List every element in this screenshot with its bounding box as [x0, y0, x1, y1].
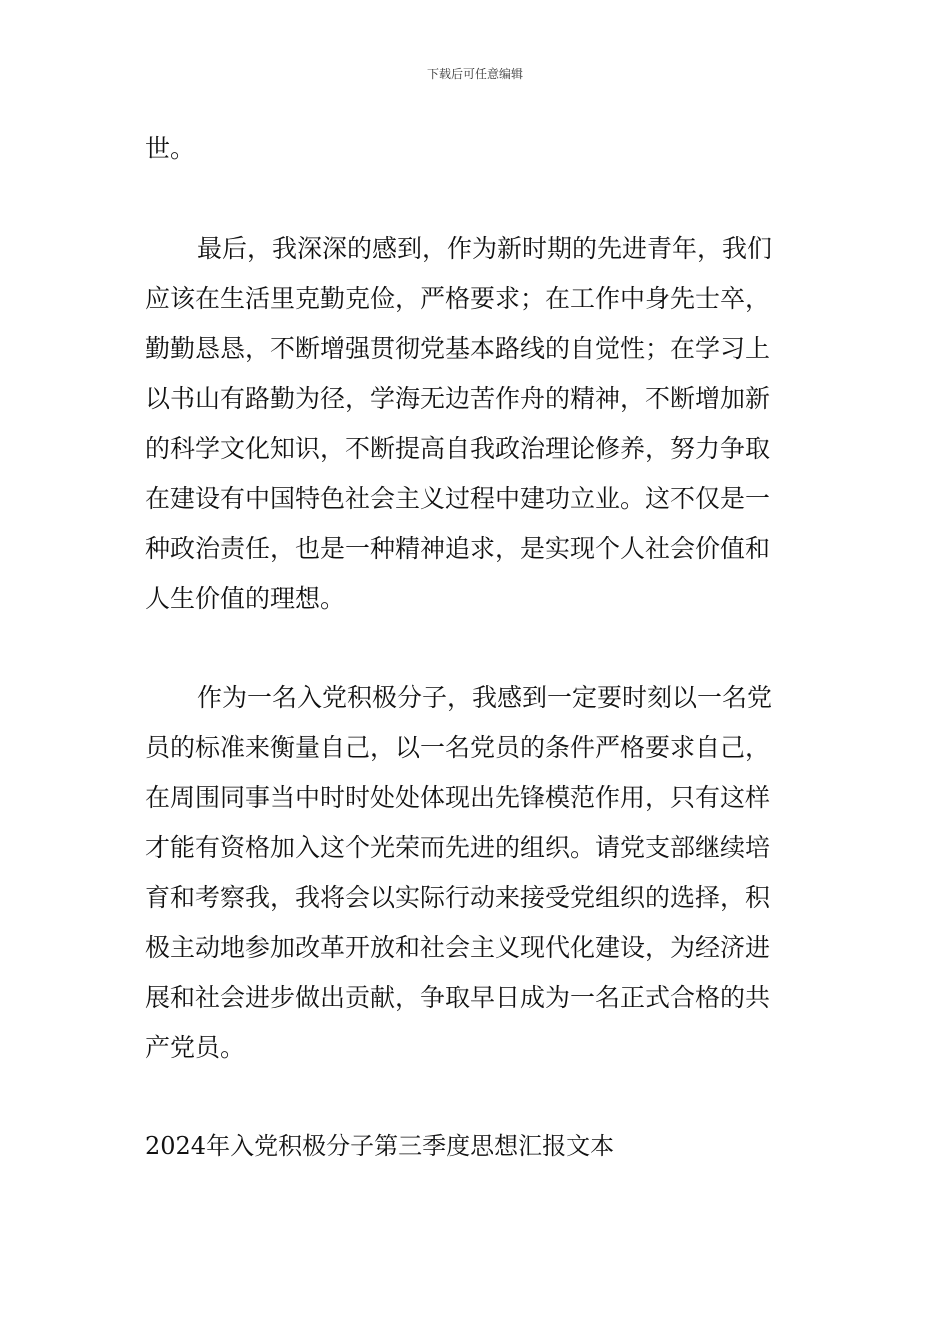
text-line: 产党员。 [145, 1033, 246, 1062]
text-line: 世。 [145, 134, 196, 163]
text-line: 勤勤恳恳，不断增强贯彻党基本路线的自觉性；在学习上 [145, 334, 771, 363]
paragraph-first-line: 作为一名入党积极分子，我感到一定要时刻以一名党 [197, 683, 773, 712]
text-line: 在建设有中国特色社会主义过程中建功立业。这不仅是一 [145, 484, 771, 513]
text-line: 种政治责任，也是一种精神追求，是实现个人社会价值和 [145, 534, 771, 563]
text-line: 在周围同事当中时时处处体现出先锋模范作用，只有这样 [145, 783, 771, 812]
text-line: 应该在生活里克勤克俭，严格要求；在工作中身先士卒， [145, 284, 771, 313]
text-line: 员的标准来衡量自己，以一名党员的条件严格要求自己， [145, 733, 771, 762]
next-document-title: 2024年入党积极分子第三季度思想汇报文本 [145, 1132, 615, 1160]
text-line: 以书山有路勤为径，学海无边苦作舟的精神，不断增加新 [145, 384, 771, 413]
text-line: 极主动地参加改革开放和社会主义现代化建设，为经济进 [145, 933, 771, 962]
text-line: 才能有资格加入这个光荣而先进的组织。请党支部继续培 [145, 833, 771, 862]
text-line: 展和社会进步做出贡献，争取早日成为一名正式合格的共 [145, 983, 771, 1012]
text-line: 人生价值的理想。 [145, 584, 346, 613]
header-note: 下载后可任意编辑 [426, 67, 523, 81]
text-line: 育和考察我，我将会以实际行动来接受党组织的选择，积 [145, 883, 771, 912]
paragraph-first-line: 最后，我深深的感到，作为新时期的先进青年，我们 [197, 234, 773, 263]
text-line: 的科学文化知识，不断提高自我政治理论修养，努力争取 [145, 434, 771, 463]
